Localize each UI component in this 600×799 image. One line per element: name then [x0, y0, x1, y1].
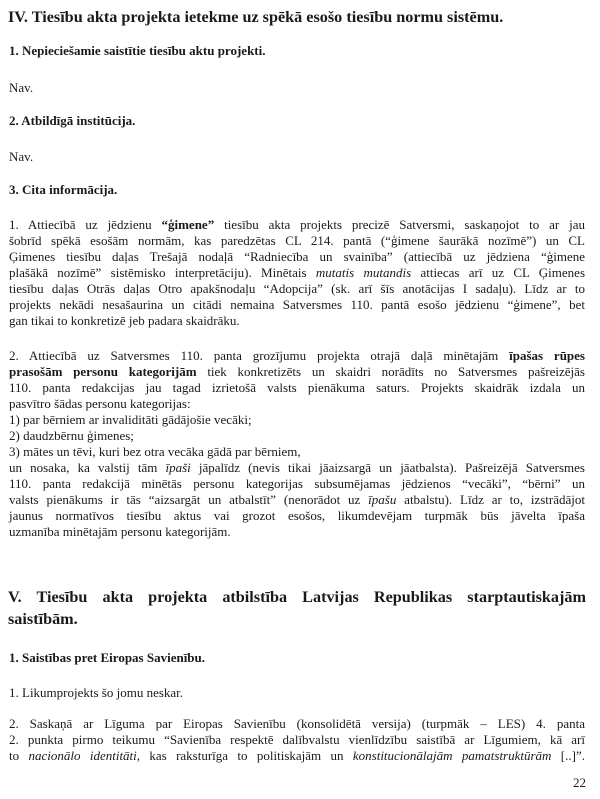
- section-5-paragraph-2: 2. Saskaņā ar Līguma par Eiropas Savienību (konsolidētā versija) (turpmāk – LES) 4. panta 2. punkta pirmo teikumu “Savienība respektē dalībvalstu vienlīdzību saistībā ar Līgumiem, kā arī to nacionālo identitāti, kas raksturīga to politiskajām un konstitucionālajām pamatstruktūrām [..]”.: [9, 716, 585, 763]
- paragraph-special-care-categories: 2. Attiecībā uz Satversmes 110. panta grozījumu projekta otrajā daļā minētajām īpašas rūpes prasošām personu kategorijām tiek konkretizēts un skaidri norādīts no Satversmes pašreizējās 110. panta redakcijas jau tagad izrietošā valsts pienākuma saturs. Projekts skaidrāk izdala un pasvītro šādas personu kategorijas: 1) par bērniem ar invaliditāti gādājošie vecāki; 2) daudzbērnu ģimenes; 3) mātes un tēvi, kuri bez otra vecāka gādā par bērniem, un nosaka, ka valstij tām īpaši jāpalīdz (nevis tikai jāaizsargā un jāatbalsta). Pašreizējā Satversmes 110. panta redakcijā minētās personu kategorijas subsumējamas jēdzienos “vecāki”, “bērni” un valsts pienākums ir tās “aizsargāt un atbalstīt” (nenorādot uz īpašu atbalstu). Līdz ar to, izstrādājot jaunus normatīvos tiesību aktus vai grozot esošos, likumdevējam turpmāk būs jāvelta īpaša uzmanība minētajām personu kategorijām.: [9, 348, 585, 539]
- section-4-nav-1: Nav.: [9, 80, 34, 95]
- page-number: 22: [573, 775, 586, 790]
- paragraph-family-definition: 1. Attiecībā uz jēdzienu “ģimene” tiesību akta projekts precizē Satversmi, saskaņojot to ar jau šobrīd spēkā esošām normām, kas paredzētas CL 214. pantā (“ģimene šaurākā nozīmē”) un CL Ģimenes tiesību daļas Trešajā nodaļā “Radniecība un svainība” (attiecībā uz jēdziena “ģimene plašākā nozīmē” sistēmisko interpretāciju). Minētais mutatis mutandis attiecas arī uz CL Ģimenes tiesību daļas Otrās daļas Otro apakšnodaļu “Adopcija” (sk. arī šīs anotācijas I sadaļu). Līdz ar to projekts nekādi nesašaurina un citādi nemaina Satversmes 110. pantā esošo jēdzienu “ģimene”, bet gan tikai to konkretizē jeb padara skaidrāku.: [9, 217, 586, 328]
- section-5-heading-1: 1. Saistības pret Eiropas Savienību.: [9, 650, 206, 665]
- section-4-title: IV. Tiesību akta projekta ietekme uz spēkā esošo tiesību normu sistēmu.: [8, 8, 504, 26]
- section-5-paragraph-1: 1. Likumprojekts šo jomu neskar.: [9, 685, 184, 700]
- section-4-nav-2: Nav.: [9, 149, 34, 164]
- section-4-heading-3: 3. Cita informācija.: [9, 182, 118, 197]
- section-5-title: V. Tiesību akta projekta atbilstība Latvijas Republikas starptautiskajām saistībām.: [8, 588, 586, 628]
- section-4-heading-1: 1. Nepieciešamie saistītie tiesību aktu projekti.: [9, 43, 266, 58]
- section-4-heading-2: 2. Atbildīgā institūcija.: [9, 113, 136, 128]
